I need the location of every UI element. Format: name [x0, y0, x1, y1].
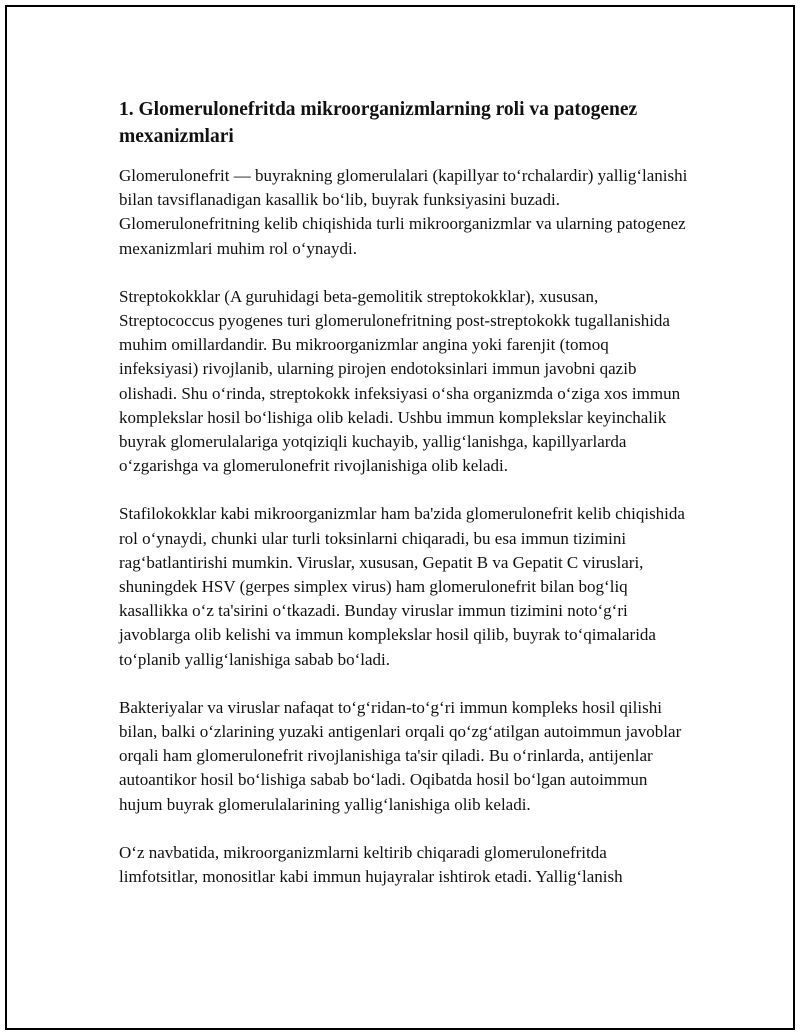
document-body — [119, 96, 689, 913]
paragraph-staphylococci-viruses: Stafilokokklar kabi mikroorganizmlar ham ba'zida glomerulonefrit kelib chiqishida rol o‘ynaydi, chunki ular turli toksinlarni chiqaradi, bu esa immun tizimini rag‘batlantirishi mumkin. Viruslar, xususan, Gepatit B va Gepatit C viruslari, shuningdek HSV (gerpes simplex virus) ham glomerulonefrit bilan bog‘liq kasallikka o‘z ta'sirini o‘tkazadi. Bunday viruslar immun tizimini noto‘g‘ri javoblarga olib kelishi va immun komplekslar hosil qilib, buyrak to‘qimalarida to‘planib yallig‘lanishiga sabab bo‘ladi. — [119, 504, 685, 669]
paragraph-autoimmune: Bakteriyalar va viruslar nafaqat to‘g‘ridan-to‘g‘ri immun kompleks hosil qilishi bilan, balki o‘zlarining yuzaki antigenlari orqali qo‘zg‘atilgan autoimmun javoblar orqali ham glomerulonefrit rivojlanishiga ta'sir qiladi. Bu o‘rinlarda, antijenlar autoantikor hosil bo‘lishiga sabab bo‘ladi. Oqibatda hosil bo‘lgan autoimmun hujum buyrak glomerulalarining yallig‘lanishiga olib keladi. — [119, 697, 682, 814]
paragraph-intro: Glomerulonefrit — buyrakning glomerulalari (kapillyar to‘rchalardir) yallig‘lanishi bilan tavsiflanadigan kasallik bo‘lib, buyrak funksiyasini buzadi. Glomerulonefritning kelib chiqishida turli mikroorganizmlar va ularning patogenez mexanizmlari muhim rol o‘ynaydi. — [119, 166, 688, 258]
paragraph-immune-cells: O‘z navbatida, mikroorganizmlarni keltirib chiqaradi glomerulonefritda limfotsitlar, monositlar kabi immun hujayralar ishtirok etadi. Yallig‘lanish — [119, 842, 623, 887]
page-frame — [5, 5, 795, 1030]
section-heading: 1. Glomerulonefritda mikroorganizmlarning roli va patogenez mexanizmlari — [119, 99, 638, 147]
paragraph-streptococci: Streptokokklar (A guruhidagi beta-gemolitik streptokokklar), xususan, Streptococcus pyogenes turi glomerulonefritning post-streptokokk tugallanishida muhim omillardandir. Bu mikroorganizmlar angina yoki farenjit (tomoq infeksiyasi) rivojlanib, ularning pirojen endotoksinlari immun javobni qazib olishadi. Shu o‘rinda, streptokokk infeksiyasi o‘sha organizmda o‘ziga xos immun komplekslar hosil bo‘lishiga olib keladi. Ushbu immun komplekslar keyinchalik buyrak glomerulalariga yotqiziqli kuchayib, yallig‘lanishga, kapillyarlarda o‘zgarishga va glomerulonefrit rivojlanishiga olib keladi. — [119, 286, 681, 476]
